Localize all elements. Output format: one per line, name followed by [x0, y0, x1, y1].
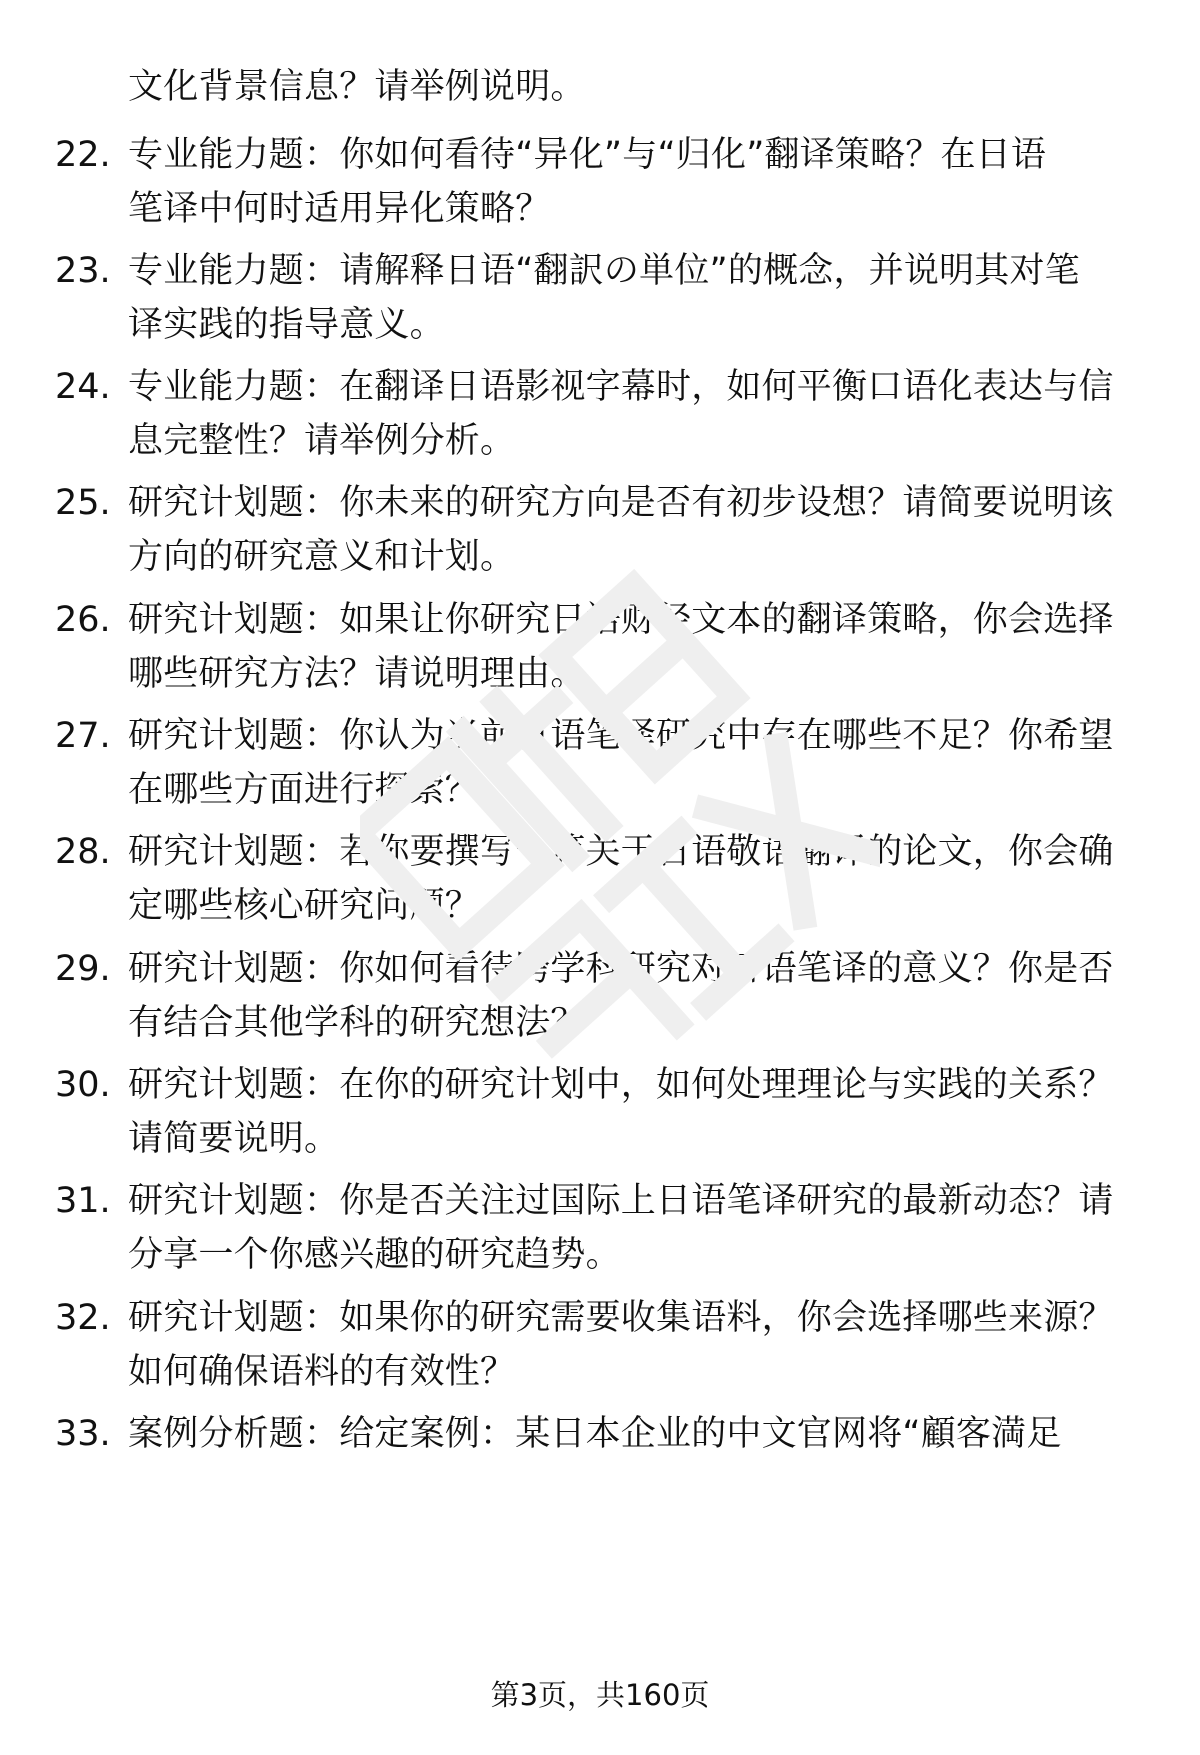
- question-text: [128, 709, 1138, 817]
- question-line: 在哪些方面进行探索？: [128, 770, 481, 810]
- question-text: [128, 476, 1138, 584]
- question-text: [128, 1291, 1138, 1399]
- question-line: 研究计划题：你认为当前日语笔译研究中存在哪些不足？你希望: [128, 716, 1114, 756]
- question-text: [128, 593, 1138, 701]
- question-line: 研究计划题：如果让你研究日语财经文本的翻译策略，你会选择: [128, 600, 1114, 640]
- question-line: 研究计划题：你是否关注过国际上日语笔译研究的最新动态？请: [128, 1181, 1114, 1221]
- page-footer: 第3页，共160页: [490, 1678, 710, 1712]
- question-text: [128, 1407, 1138, 1461]
- question-number: 28.: [55, 832, 111, 872]
- question-number: 33.: [55, 1414, 111, 1454]
- question-number: 29.: [55, 949, 111, 989]
- question-text: [128, 825, 1138, 933]
- question-line: 专业能力题：在翻译日语影视字幕时，如何平衡口语化表达与信: [128, 367, 1114, 407]
- question-line: 译实践的指导意义。: [128, 305, 445, 345]
- question-line: 有结合其他学科的研究想法？: [128, 1003, 586, 1043]
- question-line: 定哪些核心研究问题？: [128, 886, 481, 926]
- question-text: [128, 1058, 1138, 1166]
- question-line: 请简要说明。: [128, 1119, 340, 1159]
- question-line: 案例分析题：给定案例：某日本企业的中文官网将“顧客満足: [128, 1414, 1062, 1454]
- question-line: 研究计划题：你如何看待跨学科研究对日语笔译的意义？你是否: [128, 949, 1114, 989]
- question-line: 研究计划题：如果你的研究需要收集语料，你会选择哪些来源？: [128, 1298, 1114, 1338]
- question-number: 31.: [55, 1181, 111, 1221]
- question-line: 研究计划题：你未来的研究方向是否有初步设想？请简要说明该: [128, 483, 1114, 523]
- question-line: 专业能力题：你如何看待“异化”与“归化”翻译策略？在日语: [128, 135, 1047, 175]
- question-line: 专业能力题：请解释日语“翻訳の単位”的概念，并说明其对笔: [128, 251, 1080, 291]
- question-text: [128, 360, 1138, 468]
- question-line: 研究计划题：在你的研究计划中，如何处理理论与实践的关系？: [128, 1065, 1114, 1105]
- question-number: 30.: [55, 1065, 111, 1105]
- question-line: 笔译中何时适用异化策略？: [128, 189, 551, 229]
- question-line: 分享一个你感兴趣的研究趋势。: [128, 1235, 621, 1275]
- question-line: 哪些研究方法？请说明理由。: [128, 654, 586, 694]
- question-text: [128, 1174, 1138, 1282]
- question-line: 方向的研究意义和计划。: [128, 537, 516, 577]
- question-line: 如何确保语料的有效性？: [128, 1352, 516, 1392]
- question-number: 23.: [55, 251, 111, 291]
- question-text: [128, 128, 1138, 236]
- question-number: 27.: [55, 716, 111, 756]
- continuation-text: 文化背景信息？请举例说明。: [128, 67, 586, 107]
- question-line: 研究计划题：若你要撰写一篇关于日语敬语翻译的论文，你会确: [128, 832, 1114, 872]
- question-text: [128, 942, 1138, 1050]
- question-text: [128, 244, 1138, 352]
- question-number: 22.: [55, 135, 111, 175]
- question-number: 24.: [55, 367, 111, 407]
- question-number: 26.: [55, 600, 111, 640]
- question-number: 25.: [55, 483, 111, 523]
- question-line: 息完整性？请举例分析。: [128, 421, 516, 461]
- question-number: 32.: [55, 1298, 111, 1338]
